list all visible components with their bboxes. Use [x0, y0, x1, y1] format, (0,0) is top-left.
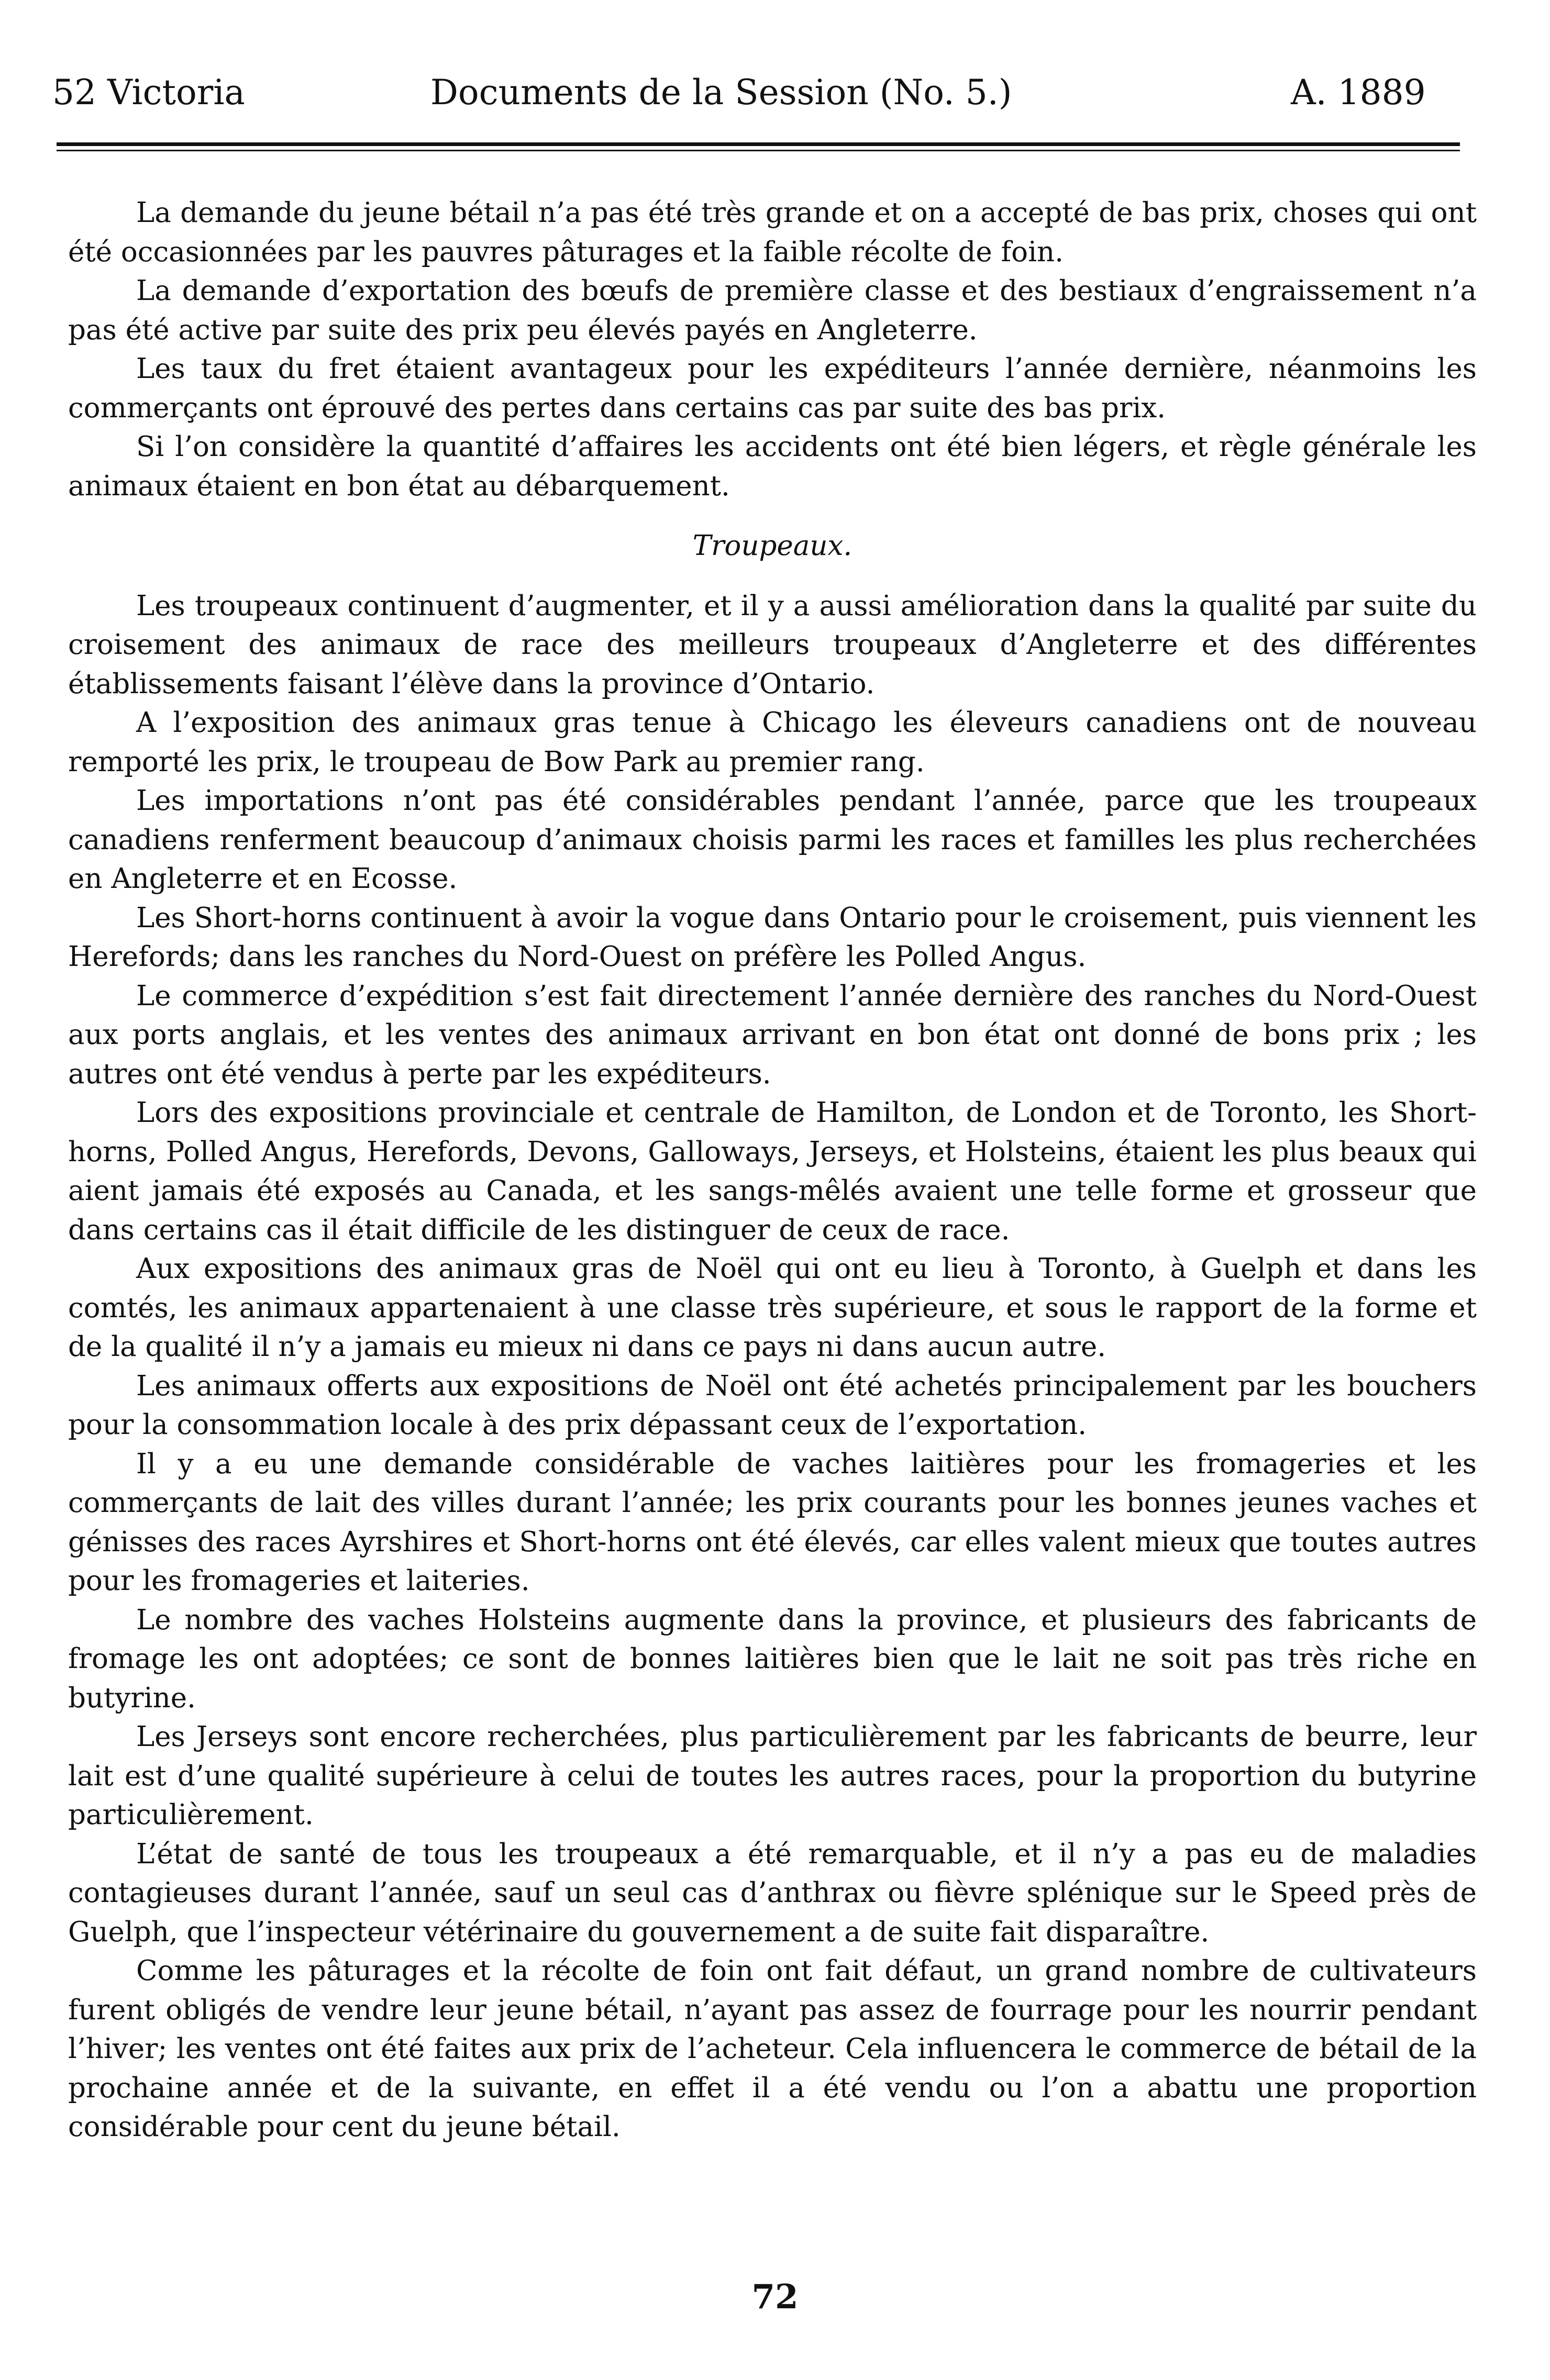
- paragraph: Comme les pâturages et la récolte de foin ont fait défaut, un grand nombre de cultivateurs furent obligés de vendre leur jeune bétail, n’ayant pas assez de fourrage pour les nourrir pendant l’hiver; les ventes ont été faites aux prix de l’acheteur. Cela influencera le commerce de bétail de la prochaine année et de la suivante, en effet il a été vendu ou l’on a abattu une proportion considérable pour cent du jeune bétail.: [68, 1955, 1477, 2143]
- page-number: 72: [751, 2277, 799, 2317]
- paragraph: Le commerce d’expédition s’est fait directement l’année dernière des ranches du Nord-Ouest aux ports anglais, et les ventes des animaux arrivant en bon état ont donné de bons prix ; les autres ont été vendus à perte par les expéditeurs.: [68, 980, 1477, 1090]
- paragraph: La demande d’exportation des bœufs de première classe et des bestiaux d’engraissement n’a pas été active par suite des prix peu élevés payés en Angleterre.: [68, 275, 1477, 346]
- paragraph: Les Short-horns continuent à avoir la vogue dans Ontario pour le croisement, puis viennent les Herefords; dans les ranches du Nord-Ouest on préfère les Polled Angus.: [68, 902, 1477, 973]
- paragraph: Lors des expositions provinciale et centrale de Hamilton, de London et de Toronto, les Short-horns, Polled Angus, Herefords, Devons, Galloways, Jerseys, et Holsteins, étaient les plus beaux qui aient jamais été exposés au Canada, et les sangs-mêlés avaient une telle forme et grosseur que dans certains cas il était difficile de les distinguer de ceux de race.: [68, 1097, 1477, 1246]
- paragraph: Si l’on considère la quantité d’affaires les accidents ont été bien légers, et règle générale les animaux étaient en bon état au débarquement.: [68, 431, 1477, 502]
- paragraph: Le nombre des vaches Holsteins augmente dans la province, et plusieurs des fabricants de fromage les ont adoptées; ce sont de bonnes laitières bien que le lait ne soit pas très riche en butyrine.: [68, 1604, 1477, 1714]
- header-year: A. 1889: [1291, 72, 1426, 113]
- header-title: Documents de la Session (No. 5.): [430, 72, 1012, 113]
- header-volume: 52 Victoria: [52, 72, 245, 113]
- header-rule-thin: [57, 150, 1460, 151]
- paragraph: Les troupeaux continuent d’augmenter, et il y a aussi amélioration dans la qualité par suite du croisement des animaux de race des meilleurs troupeaux d’Angleterre et des différentes établissements faisant l’élève dans la province d’Ontario.: [68, 590, 1477, 700]
- header-rule-thick: [57, 142, 1460, 146]
- paragraph: La demande du jeune bétail n’a pas été très grande et on a accepté de bas prix, choses qui ont été occasionnées par les pauvres pâturages et la faible récolte de foin.: [68, 197, 1477, 268]
- paragraph: Il y a eu une demande considérable de vaches laitières pour les fromageries et les commerçants de lait des villes durant l’année; les prix courants pour les bonnes jeunes vaches et génisses des races Ayrshires et Short-horns ont été élevés, car elles valent mieux que toutes autres pour les fromageries et laiteries.: [68, 1448, 1477, 1597]
- paragraph: Les Jerseys sont encore recherchées, plus particulièrement par les fabricants de beurre, leur lait est d’une qualité supérieure à celui de toutes les autres races, pour la proportion du butyrine particulièrement.: [68, 1721, 1477, 1831]
- paragraph: A l’exposition des animaux gras tenue à Chicago les éleveurs canadiens ont de nouveau remporté les prix, le troupeau de Bow Park au premier rang.: [68, 707, 1477, 778]
- page-header: [52, 72, 1466, 119]
- paragraph: Les animaux offerts aux expositions de Noël ont été achetés principalement par les bouchers pour la consommation locale à des prix dépassant ceux de l’exportation.: [68, 1370, 1477, 1441]
- paragraph: Aux expositions des animaux gras de Noël qui ont eu lieu à Toronto, à Guelph et dans les comtés, les animaux appartenaient à une classe très supérieure, et sous le rapport de la forme et de la qualité il n’y a jamais eu mieux ni dans ce pays ni dans aucun autre.: [68, 1253, 1477, 1363]
- section-heading: Troupeaux.: [692, 530, 853, 562]
- paragraph: Les importations n’ont pas été considérables pendant l’année, parce que les troupeaux canadiens renferment beaucoup d’animaux choisis parmi les races et familles les plus recherchées en Angleterre et en Ecosse.: [68, 785, 1477, 895]
- paragraph: L’état de santé de tous les troupeaux a été remarquable, et il n’y a pas eu de maladies contagieuses durant l’année, sauf un seul cas d’anthrax ou fièvre splénique sur le Speed près de Guelph, que l’inspecteur vétérinaire du gouvernement a de suite fait disparaître.: [68, 1838, 1477, 1948]
- body-text: [68, 194, 1477, 2147]
- paragraph: Les taux du fret étaient avantageux pour les expéditeurs l’année dernière, néanmoins les commerçants ont éprouvé des pertes dans certains cas par suite des bas prix.: [68, 353, 1477, 424]
